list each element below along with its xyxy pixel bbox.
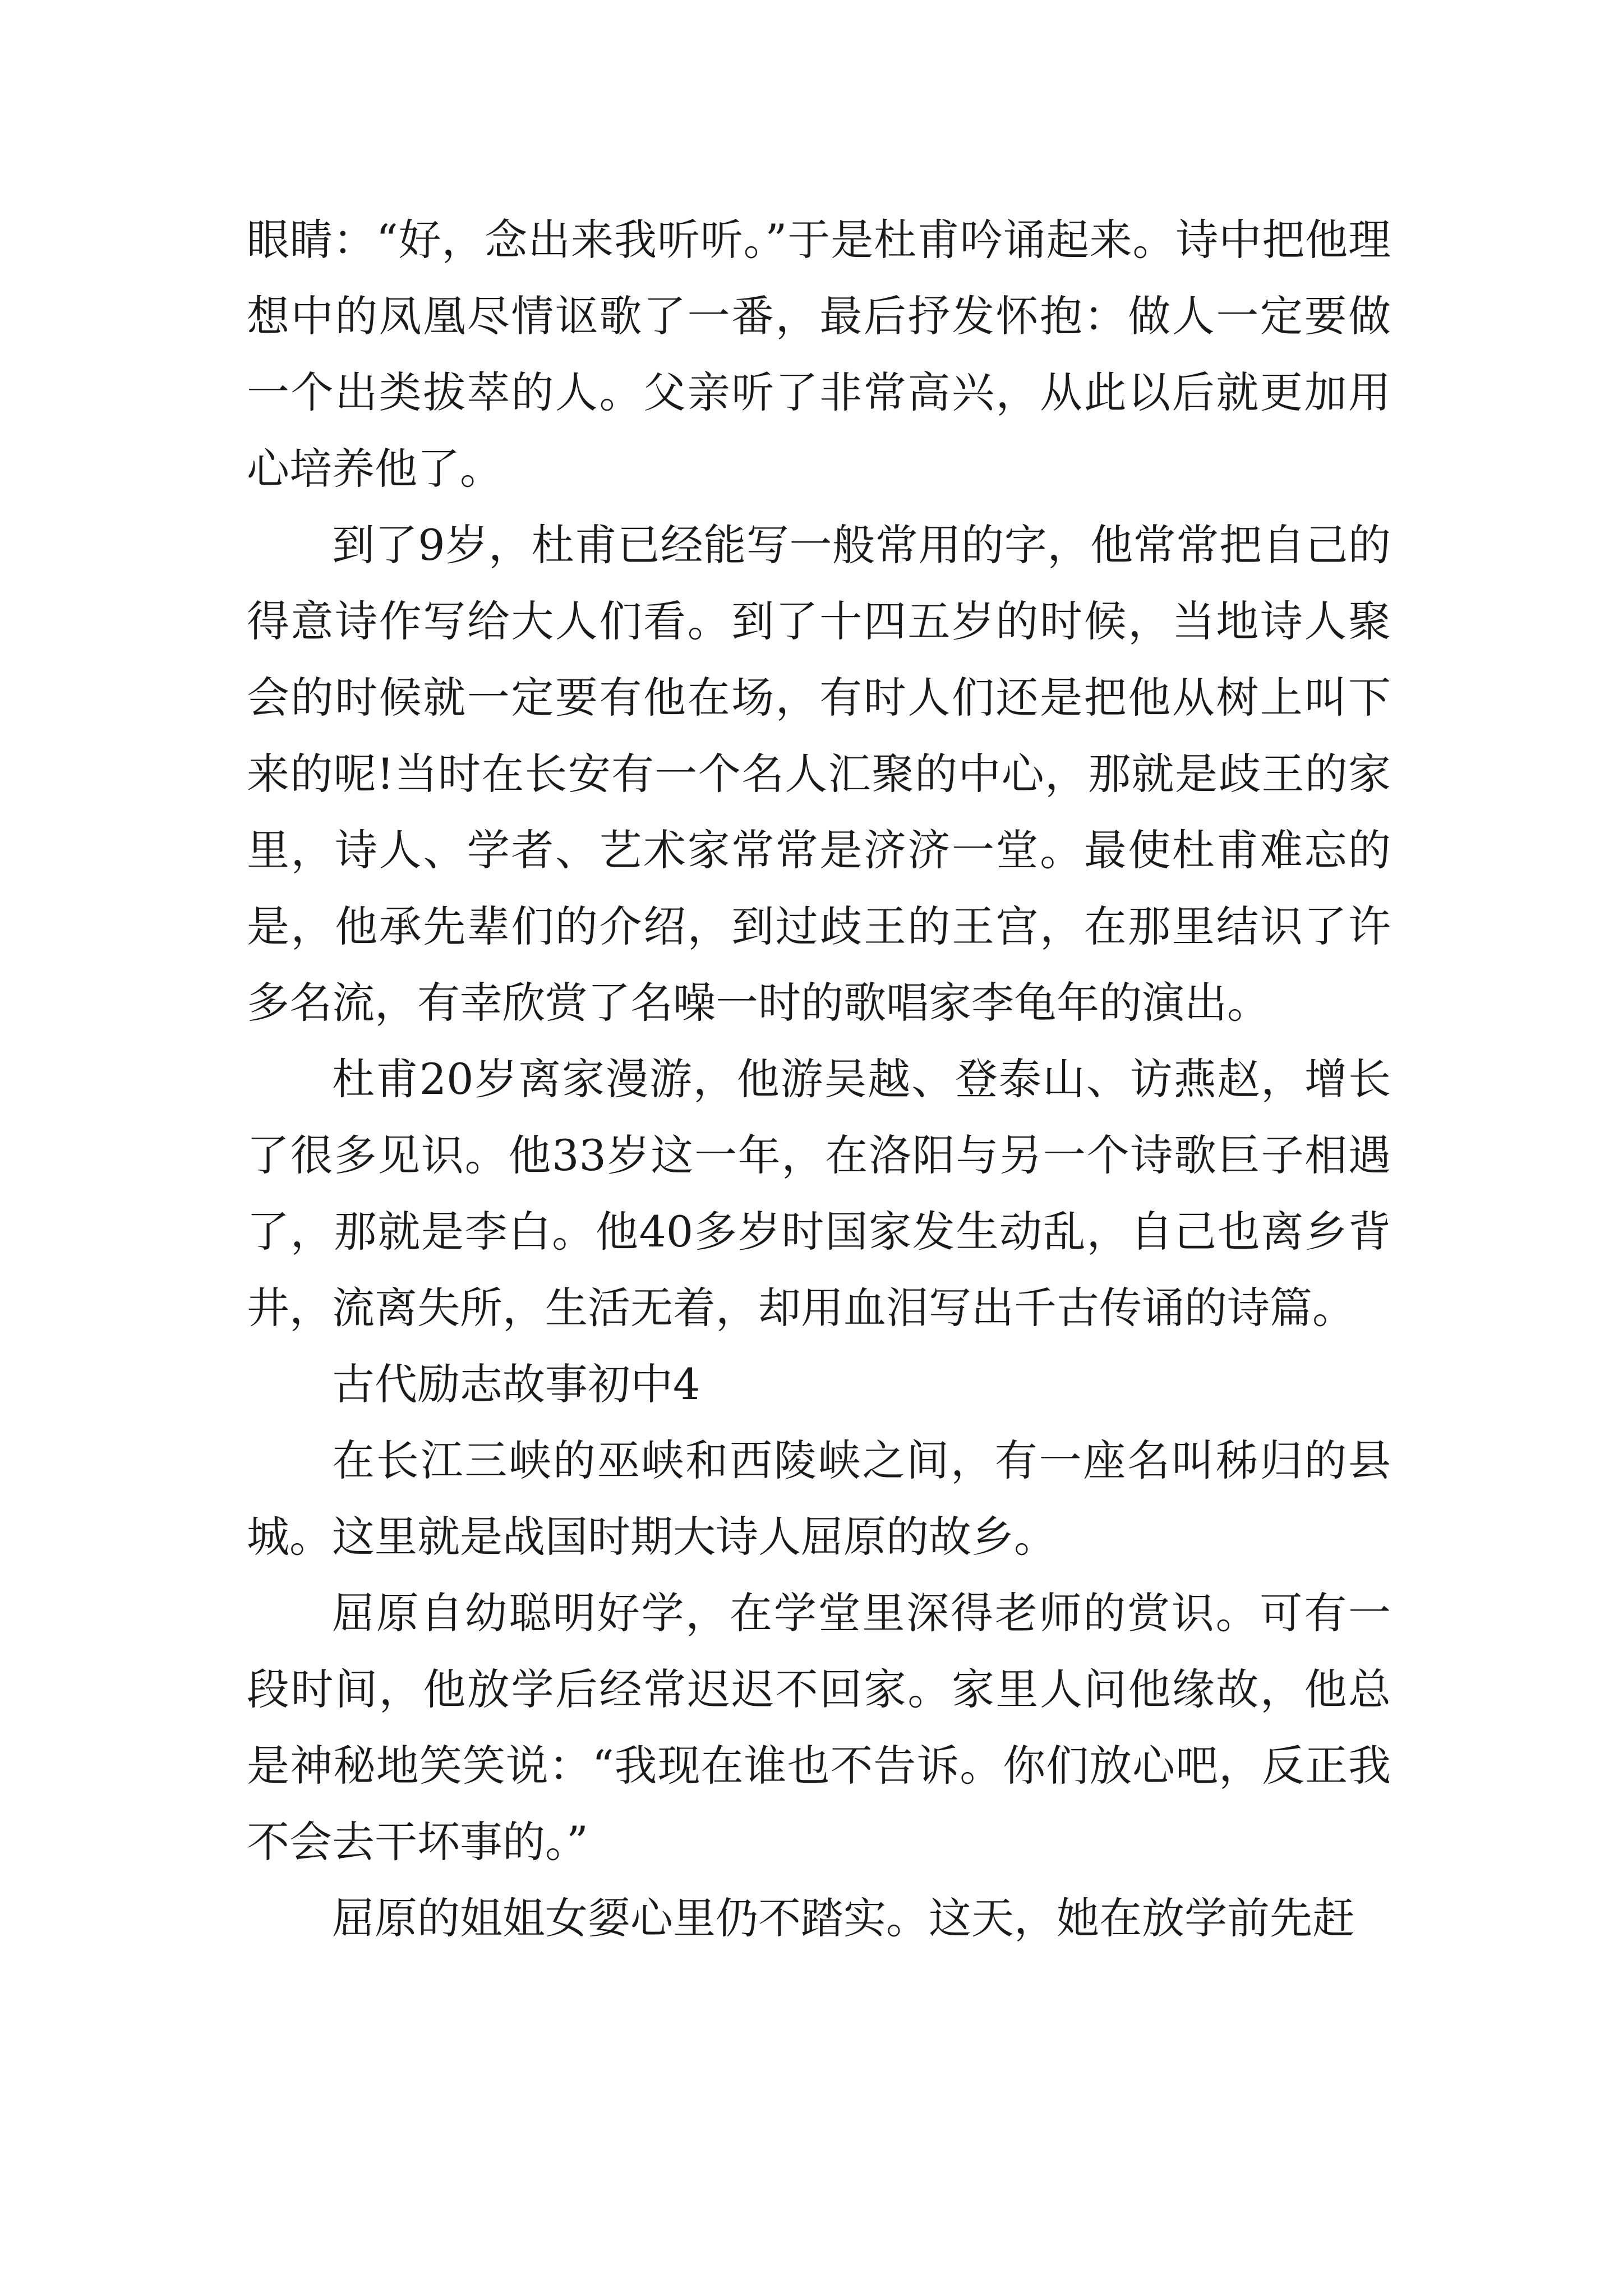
document-body bbox=[247, 202, 1391, 1957]
paragraph-4: 在长江三峡的巫峡和西陵峡之间，有一座名叫秭归的县城。这里就是战国时期大诗人屈原的故乡。 bbox=[247, 1435, 1391, 1562]
paragraph-5: 屈原自幼聪明好学，在学堂里深得老师的赏识。可有一段时间，他放学后经常迟迟不回家。家里人问他缘故，他总是神秘地笑笑说：“我现在谁也不告诉。你们放心吧，反正我不会去干坏事的。” bbox=[247, 1588, 1391, 1867]
paragraph-1: 眼睛：“好，念出来我听听。”于是杜甫吟诵起来。诗中把他理想中的凤凰尽情讴歌了一番，最后抒发怀抱：做人一定要做一个出类拔萃的人。父亲听了非常高兴，从此以后就更加用心培养他了。 bbox=[247, 215, 1391, 494]
section-heading: 古代励志故事初中4 bbox=[332, 1359, 700, 1409]
paragraph-2: 到了9岁，杜甫已经能写一般常用的字，他常常把自己的得意诗作写给大人们看。到了十四五岁的时候，当地诗人聚会的时候就一定要有他在场，有时人们还是把他从树上叫下来的呢!当时在长安有一个名人汇聚的中心，那就是歧王的家里，诗人、学者、艺术家常常是济济一堂。最使杜甫难忘的是，他承先辈们的介绍，到过歧王的王宫，在那里结识了许多名流，有幸欣赏了名噪一时的歌唱家李龟年的演出。 bbox=[247, 520, 1391, 1028]
paragraph-6: 屈原的姐姐女媭心里仍不踏实。这天，她在放学前先赶 bbox=[332, 1893, 1355, 1943]
paragraph-3: 杜甫20岁离家漫游，他游吴越、登泰山、访燕赵，增长了很多见识。他33岁这一年，在洛阳与另一个诗歌巨子相遇了，那就是李白。他40多岁时国家发生动乱，自己也离乡背井，流离失所，生活无着，却用血泪写出千古传诵的诗篇。 bbox=[247, 1054, 1391, 1333]
